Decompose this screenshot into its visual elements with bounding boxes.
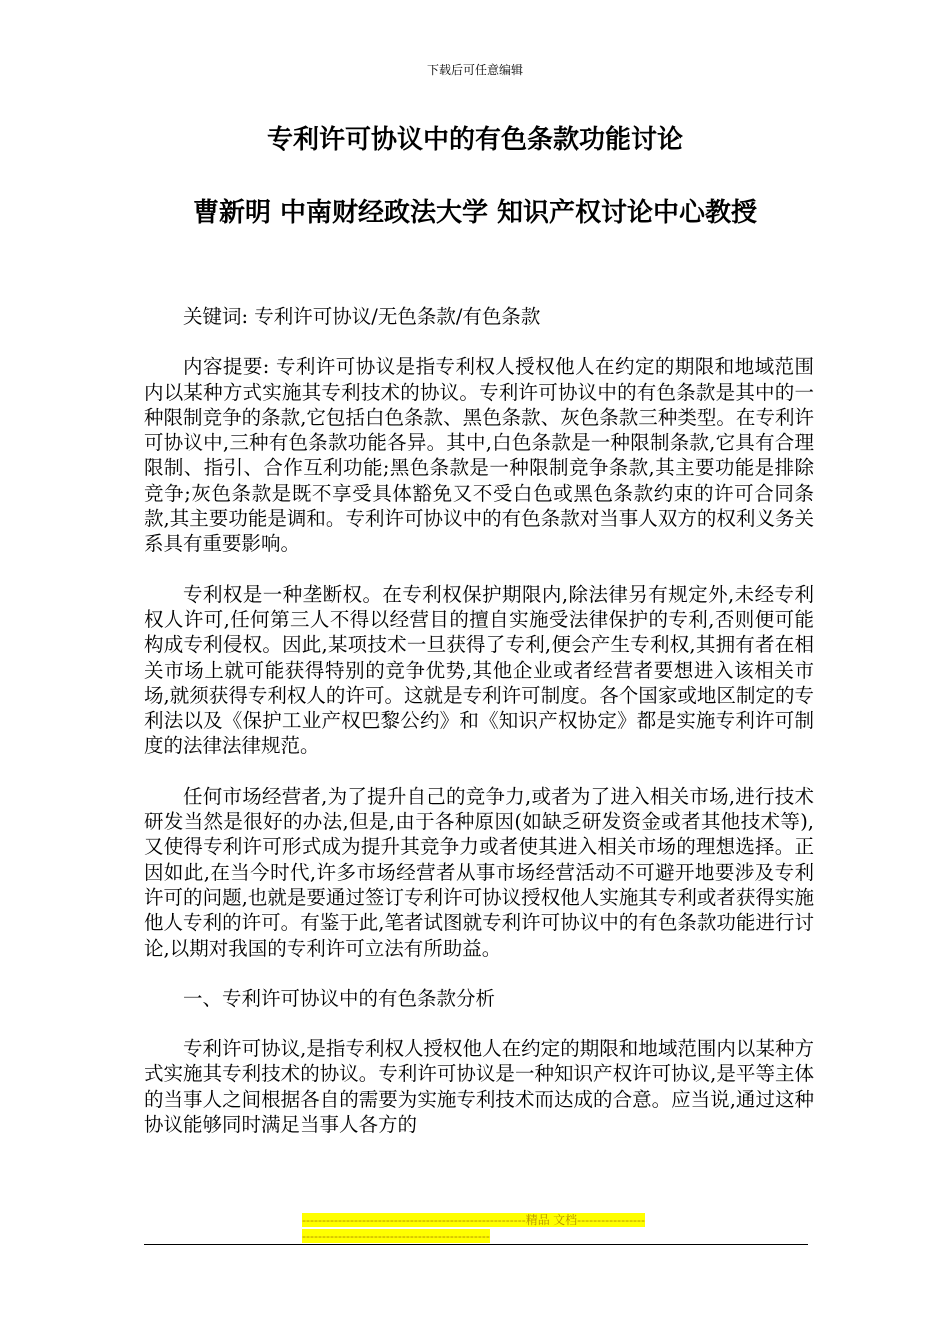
body-paragraph-1: 专利权是一种垄断权。在专利权保护期限内,除法律另有规定外,未经专利权人许可,任何第三人不得以经营目的擅自实施受法律保护的专利,否则便可能构成专利侵权。因此,某项技术一旦获得了专利,便会产生专利权,其拥有者在相关市场上就可能获得特别的竞争优势,其他企业或者经营者要想进入该相关市场,就须获得专利权人的许可。这就是专利许可制度。各个国家或地区制定的专利法以及《保护工业产权巴黎公约》和《知识产权协定》都是实施专利许可制度的法律法律规范。 xyxy=(144,582,814,758)
footer-divider xyxy=(144,1244,808,1245)
footer-watermark-text: --------------------------------------------------------精品 文档---------------------------------------------------------------- xyxy=(302,1213,646,1243)
section-heading: 一、专利许可协议中的有色条款分析 xyxy=(183,986,496,1010)
document-title: 专利许可协议中的有色条款功能讨论 xyxy=(266,125,683,155)
header-note: 下载后可任意编辑 xyxy=(426,63,523,77)
author-line: 曹新明 中南财经政法大学 知识产权讨论中心教授 xyxy=(192,198,758,228)
body-paragraph-3: 专利许可协议,是指专利权人授权他人在约定的期限和地域范围内以某种方式实施其专利技术的协议。专利许可协议是一种知识产权许可协议,是平等主体的当事人之间根据各自的需要为实施专利技术而达成的合意。应当说,通过这种协议能够同时满足当事人各方的 xyxy=(144,1037,814,1137)
keywords: 关键词: 专利许可协议/无色条款/有色条款 xyxy=(183,305,541,328)
body-paragraph-2: 任何市场经营者,为了提升自己的竞争力,或者为了进入相关市场,进行技术研发当然是很好的办法,但是,由于各种原因(如缺乏研发资金或者其他技术等),又使得专利许可形式成为提升其竞争力或者使其进入相关市场的理想选择。正因如此,在当今时代,许多市场经营者从事市场经营活动不可避开地要涉及专利许可的问题,也就是要通过签订专利许可协议授权他人实施其专利或者获得实施他人专利的许可。有鉴于此,笔者试图就专利许可协议中的有色条款功能进行讨论,以期对我国的专利许可立法有所助益。 xyxy=(144,784,814,960)
abstract-paragraph: 内容提要: 专利许可协议是指专利权人授权他人在约定的期限和地域范围内以某种方式实施其专利技术的协议。专利许可协议中的有色条款是其中的一种限制竞争的条款,它包括白色条款、黑色条款、灰色条款三种类型。在专利许可协议中,三种有色条款功能各异。其中,白色条款是一种限制条款,它具有合理限制、指引、合作互利功能;黑色条款是一种限制竞争条款,其主要功能是排除竞争;灰色条款是既不享受具体豁免又不受白色或黑色条款约束的许可合同条款,其主要功能是调和。专利许可协议中的有色条款对当事人双方的权利义务关系具有重要影响。 xyxy=(144,355,814,556)
document-body xyxy=(144,304,814,1137)
footer-watermark xyxy=(302,1212,648,1244)
